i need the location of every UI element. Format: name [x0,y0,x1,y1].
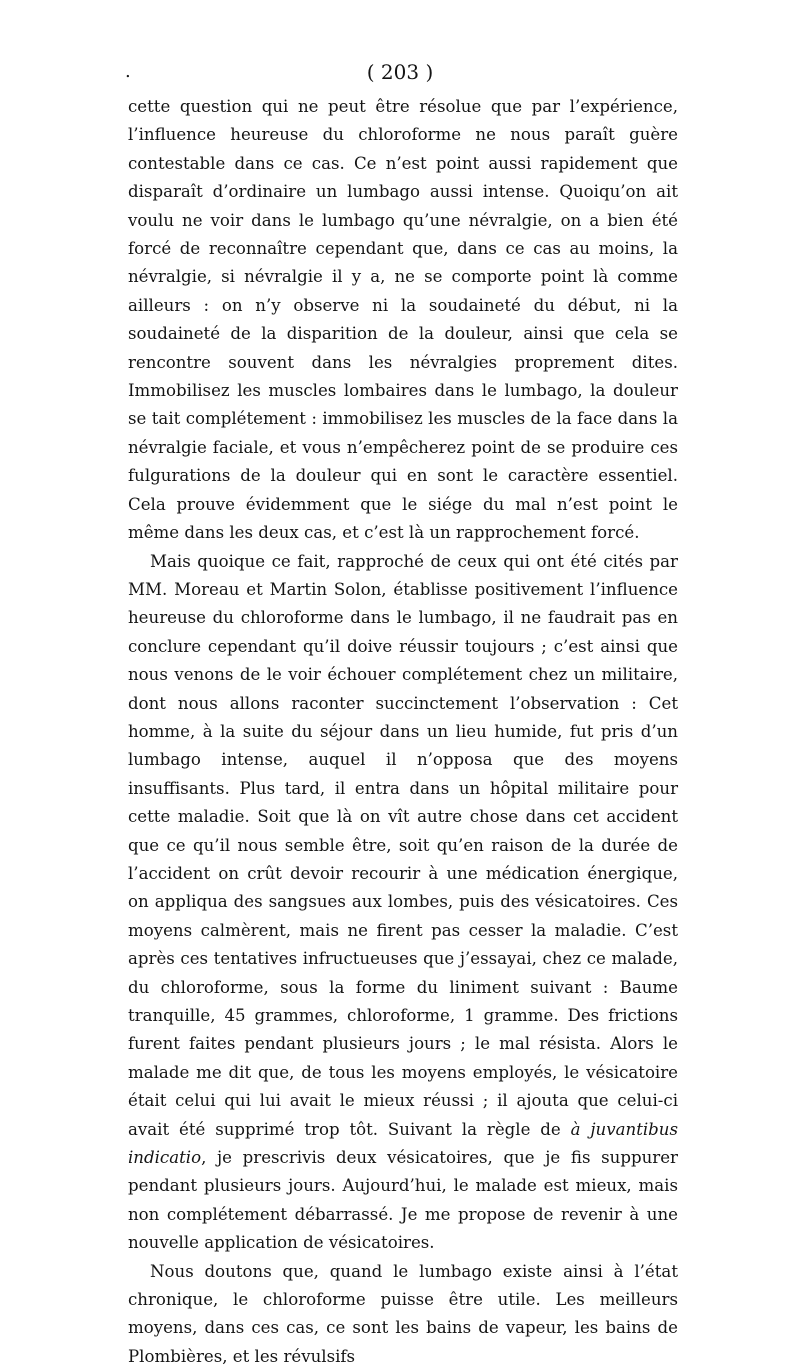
paragraph [128,548,678,1258]
margin-mark: . [125,61,131,82]
text-run: cette question qui ne peut être résolue que par l’expérience, l’influence heureuse du chloroforme ne nous paraît guère contestable dans ce cas. Ce n’est point aussi rapidement que disparaît d’ordinaire un lumbago aussi intense. Quoiqu’on ait voulu ne voir dans le lumbago qu’une névralgie, on a bien été forcé de reconnaître cependant que, dans ce cas au moins, la névralgie, si névralgie il y a, ne se comporte point là comme ailleurs : on n’y observe ni la soudaineté du début, ni la soudaineté de la disparition de la douleur, ainsi que cela se rencontre souvent dans les névralgies proprement dites. Immobilisez les muscles lombaires dans le lumbago, la douleur se tait complétement : immobilisez les muscles de la face dans la névralgie faciale, et vous n’empêcherez point de se produire ces fulgurations de la douleur qui en sont le caractère essentiel. Cela prouve évidemment que le siége du mal n’est point le même dans les deux cas, et c’est là un rapprochement forcé. [128,97,678,543]
paragraph [128,1258,678,1371]
body-text [128,93,678,1371]
text-run: Nous doutons que, quand le lumbago existe ainsi à l’état chronique, le chloroforme puisse être utile. Les meilleurs moyens, dans ces cas, ce sont les bains de vapeur, les bains de Plombières, et les révulsifs [128,1261,678,1366]
text-run: Mais quoique ce fait, rapproché de ceux qui ont été cités par MM. Moreau et Martin Solon, établisse positivement l’influence heureuse du chloroforme dans le lumbago, il ne faudrait pas en conclure cependant qu’il doive réussir toujours ; c’est ainsi que nous venons de le voir échouer complétement chez un militaire, dont nous allons raconter succinctement l’observation : Cet homme, à la suite du séjour dans un lieu humide, fut pris d’un lumbago intense, auquel il n’opposa que des moyens insuffisants. Plus tard, il entra dans un hôpital militaire pour cette maladie. Soit que là on vît autre chose dans cet accident que ce qu’il nous semble être, soit qu’en raison de la durée de l’accident on crût devoir recourir à une médication énergique, on appliqua des sangsues aux lombes, puis des vésicatoires. Ces moyens calmèrent, mais ne firent pas cesser la maladie. C’est après ces tentatives infructueuses que j’essayai, chez ce malade, du chloroforme, sous la forme du liniment suivant : Baume tranquille, 45 grammes, chloroforme, 1 gramme. Des frictions furent faites pendant plusieurs jours ; le mal résista. Alors le malade me dit que, de tous les moyens employés, le vésicatoire était celui qui lui avait le mieux réussi ; il ajouta que celui-ci avait été supprimé trop tôt. Suivant la règle de [128,551,678,1139]
paragraph [128,93,678,548]
italic-phrase: à juvantibus indicatio [128,1119,678,1168]
text-run: , je prescrivis deux vésicatoires, que je fis suppurer pendant plusieurs jours. Aujourd’hui, le malade est mieux, mais non complétement débarrassé. Je me propose de revenir à une nouvelle application de vésicatoires. [128,1148,678,1253]
page-number: ( 203 ) [366,60,434,84]
